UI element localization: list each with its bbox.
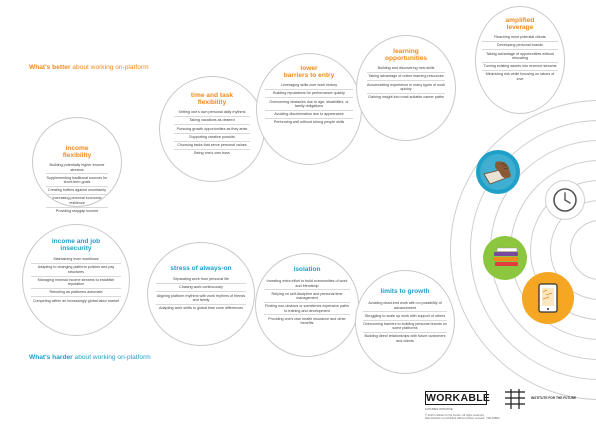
circle-isolation xyxy=(255,253,359,357)
circle-title: stress of always-on xyxy=(170,265,232,272)
list-item: Setting one's own personal daily rhythms xyxy=(174,109,250,117)
tablet-icon xyxy=(522,272,574,324)
list-item: Building potentially higher income streams xyxy=(46,162,108,174)
list-item: Reaching more potential clients xyxy=(482,34,558,42)
list-item: Building reputations for performance quickly xyxy=(265,90,353,98)
list-item: Adapting to changing platform policies and pay structures xyxy=(31,264,121,276)
circle-title: isolation xyxy=(293,266,321,273)
list-item: Competing within an increasingly global labor market xyxy=(32,298,120,303)
circle-items xyxy=(363,300,447,345)
list-item: Supporting creative pursuits xyxy=(174,134,250,142)
circle-title: limits to growth xyxy=(380,288,430,295)
circle-time-task-flexibility xyxy=(159,76,265,182)
circle-items xyxy=(367,65,445,101)
list-item: Separating work from personal life xyxy=(156,276,246,284)
list-item: Avoiding discrimination due to appearance xyxy=(265,111,353,119)
list-item: Overcoming barriers to building personal brands on some platforms xyxy=(363,321,447,333)
workable-subtitle: FUTURES INITIATIVE xyxy=(425,407,453,411)
circle-items xyxy=(156,276,246,312)
iftf-logo-icon xyxy=(503,388,527,410)
list-item: Gaining insight into most suitable career paths xyxy=(368,95,444,100)
harder-heading: What's harder about working on-platform xyxy=(29,354,151,361)
list-item: Taking advantage of opportunities without relocating xyxy=(482,50,558,62)
list-item: Choosing tasks that serve personal values xyxy=(174,142,250,150)
list-item: Relying on self-discipline and personal time management xyxy=(264,290,350,302)
list-item: Struggling to scale up work with support of others xyxy=(363,312,447,320)
list-item: Increasing personal economic resilience xyxy=(46,195,108,207)
list-item: Taking advantage of online learning resources xyxy=(367,73,445,81)
iftf-name: INSTITUTE FOR THE FUTURE xyxy=(531,396,577,400)
better-heading: What's better about working on-platform xyxy=(29,64,149,71)
list-item: Providing stopgap income xyxy=(55,208,99,213)
circle-items xyxy=(46,162,108,215)
list-item: Pursuing growth opportunities as they arise xyxy=(174,125,250,133)
circle-income-job-insecurity xyxy=(22,224,130,336)
circle-title: learning opportunities xyxy=(384,48,428,63)
list-item: Performing well without strong people skills xyxy=(273,120,345,125)
list-item: Turning existing assets into revenue streams xyxy=(482,63,558,71)
circle-items xyxy=(174,109,250,157)
circle-title: lower barriers to entry xyxy=(283,65,335,80)
list-item: Leveraging skills over work history xyxy=(265,82,353,90)
list-item: Aligning platform rhythms with work rhythms of friends and family xyxy=(156,292,246,304)
list-item: Creating buffers against uncertainty xyxy=(46,187,108,195)
clock-icon xyxy=(545,180,585,220)
list-item: Building direct relationships with future customers and clients xyxy=(364,334,446,343)
circle-title: time and task flexibility xyxy=(190,92,234,107)
list-item: Avoiding dead-end work with no possibility of advancement xyxy=(363,300,447,312)
list-item: Minimizing risk while focusing on labors of love xyxy=(485,72,555,81)
list-item: Retooling as platforms automate xyxy=(31,289,121,297)
list-item: Being one's own boss xyxy=(194,151,230,156)
circle-title: income flexibility xyxy=(62,145,92,160)
circle-income-flexibility xyxy=(32,117,122,213)
list-item: Chasing work continuously xyxy=(156,284,246,292)
circle-title: amplified leverage xyxy=(505,17,535,32)
list-item: Providing one's own health insurance and other benefits xyxy=(268,316,346,326)
circle-amplified-leverage xyxy=(475,6,565,114)
list-item: Developing personal brands xyxy=(482,42,558,50)
circle-title: income and job insecurity xyxy=(51,238,101,253)
list-item: Accumulating experience in many types of work quickly xyxy=(367,81,445,93)
list-item: Building and discovering new skills xyxy=(367,65,445,73)
books-icon xyxy=(483,236,527,280)
circle-items xyxy=(482,34,558,83)
circle-stress-always-on xyxy=(147,242,255,346)
list-item: Managing minimal income streams to establish reputation xyxy=(31,277,121,289)
fist-icon xyxy=(476,150,520,194)
list-item: Overcoming obstacles due to age, disabilities, or family obligations xyxy=(265,98,353,110)
circle-items xyxy=(264,278,350,327)
circle-lower-barriers xyxy=(256,53,362,165)
list-item: Maintaining even workflows xyxy=(31,256,121,264)
circle-items xyxy=(265,82,353,126)
list-item: Taking vacations as desired xyxy=(174,117,250,125)
list-item: Adapting work shifts to global time zone differences xyxy=(159,306,243,311)
workable-logo: WORKABLE xyxy=(426,392,491,404)
list-item: Finding non-obvious or sometimes expensive paths to training and development xyxy=(264,303,350,315)
circle-learning-opportunities xyxy=(356,35,456,141)
list-item: Investing extra effort to build communities of work and friendship xyxy=(264,278,350,290)
copyright: © 2016 Institute for the Future. All rights reserved. Reproduction is prohibited without written consent. | SR-1868A xyxy=(425,414,500,421)
list-item: Supplementing traditional sources for short-term goals xyxy=(46,174,108,186)
circle-limits-to-growth xyxy=(355,270,455,374)
circle-items xyxy=(31,256,121,305)
